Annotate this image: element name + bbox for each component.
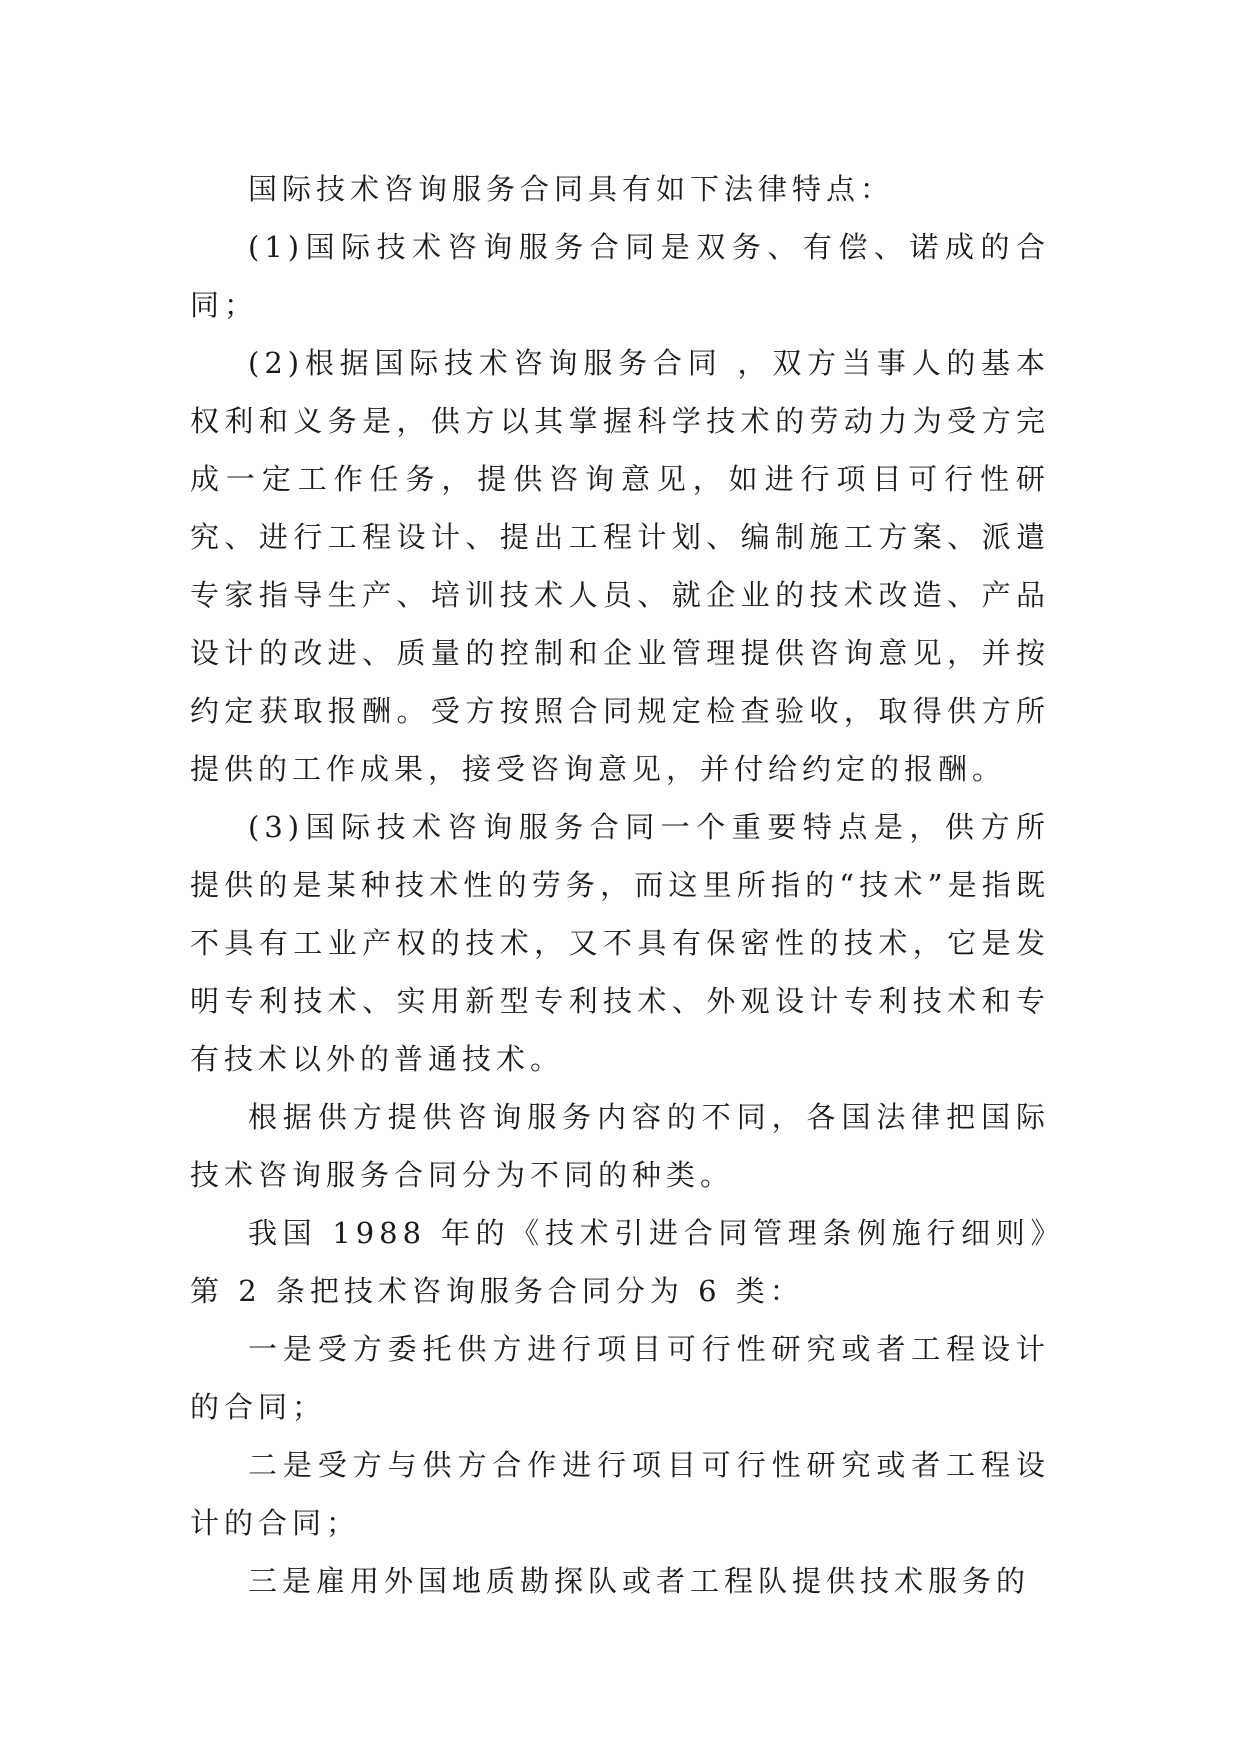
paragraph-type-2: 二是受方与供方合作进行项目可行性研究或者工程设计的合同；: [190, 1448, 1050, 1540]
paragraph-type-3: 三是雇用外国地质勘探队或者工程队提供技术服务的: [248, 1564, 1031, 1598]
paragraph-contract-types-intro: 根据供方提供咨询服务内容的不同，各国法律把国际技术咨询服务合同分为不同的种类。: [190, 1100, 1050, 1192]
paragraph-feature-2: (2)根据国际技术咨询服务合同 ，双方当事人的基本权利和义务是，供方以其掌握科学技术的劳动力为受方完成一定工作任务，提供咨询意见，如进行项目可行性研究、进行工程设计、提出工程计划、编制施工方案、派遣专家指导生产、培训技术人员、就企业的技术改造、产品设计的改进、质量的控制和企业管理提供咨询意见，并按约定获取报酬。受方按照合同规定检查验收，取得供方所提供的工作成果，接受咨询意见，并付给约定的报酬。: [190, 346, 1050, 786]
paragraph-type-1: 一是受方委托供方进行项目可行性研究或者工程设计的合同；: [190, 1332, 1050, 1424]
paragraph-legal-features-intro: 国际技术咨询服务合同具有如下法律特点：: [248, 172, 895, 206]
paragraph-feature-3: (3)国际技术咨询服务合同一个重要特点是，供方所提供的是某种技术性的劳务，而这里所指的“技术”是指既不具有工业产权的技术，又不具有保密性的技术，它是发明专利技术、实用新型专利技术、外观设计专利技术和专有技术以外的普通技术。: [190, 810, 1050, 1076]
document-body: [190, 160, 1050, 1610]
paragraph-feature-1: (1)国际技术咨询服务合同是双务、有偿、诺成的合同；: [190, 230, 1050, 322]
paragraph-regulation-1988: 我国 1988 年的《技术引进合同管理条例施行细则》第 2 条把技术咨询服务合同分为 6 类：: [190, 1216, 1050, 1308]
